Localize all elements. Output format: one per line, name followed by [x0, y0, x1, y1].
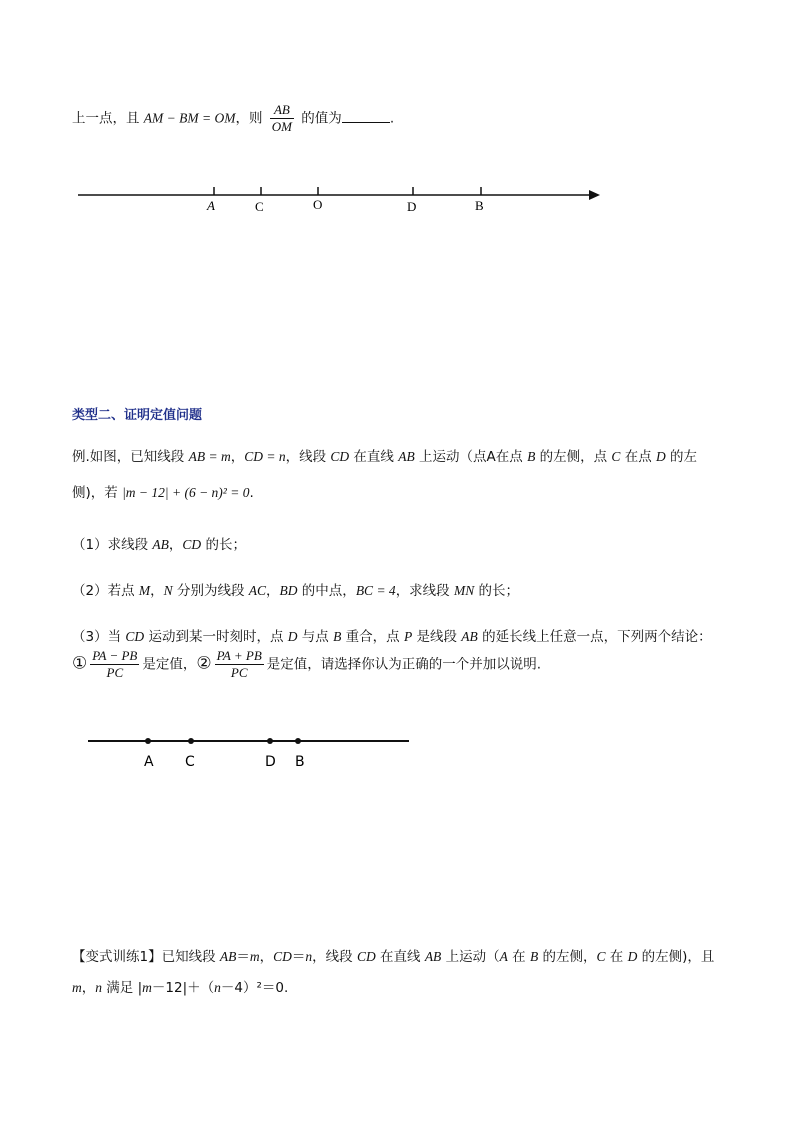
- fraction-ab-om: $\frac{AB}{OM}$: [271, 102, 293, 134]
- question-1: （1）求线段 AB，CD 的长；: [72, 537, 246, 553]
- point-label-a: A: [144, 754, 154, 770]
- example-line-1: 例.如图，已知线段 AB = m，CD = n，线段 CD 在直线 AB 上运动（点A在点 B 的左侧，点 C 在点 D 的左: [72, 449, 698, 465]
- section-heading: 类型二、证明定值问题: [72, 408, 203, 423]
- option-1-marker: ①: [72, 653, 88, 674]
- point-label-a: A: [207, 198, 215, 213]
- answer-blank: [342, 110, 390, 123]
- number-line-2: [84, 730, 414, 778]
- exercise-line-2: m，n 满足 |m－12|＋（n－4）²＝0.: [72, 980, 289, 996]
- condition-equation: |m − 12| + (6 − n)² = 0: [122, 485, 250, 500]
- question-3-options: ① $\frac{PA - PB}{PC}$ 是定值，② $\frac{PA + PB}{PC}$ 是定值，请选择你认为正确的一个并加以说明.: [72, 648, 542, 680]
- point-label-d: D: [407, 199, 417, 214]
- question-3: （3）当 CD 运动到某一时刻时，点 D 与点 B 重合，点 P 是线段 AB 的延长线上任意一点，下列两个结论：: [72, 629, 712, 645]
- point-label-b: B: [295, 754, 305, 770]
- intro-line: 上一点，且 AM − BM = OM，则 $\frac{AB}{OM}$ 的值为 .: [72, 102, 395, 134]
- exercise-line-1: 【变式训练1】已知线段 AB＝m，CD＝n，线段 CD 在直线 AB 上运动（A 在 B 的左侧，C 在 D 的左侧)，且: [72, 949, 715, 965]
- point-label-c: C: [185, 754, 195, 770]
- question-2: （2）若点 M，N 分别为线段 AC，BD 的中点，BC = 4，求线段 MN 的长；: [72, 583, 520, 599]
- equation: AM − BM = OM: [143, 110, 236, 126]
- point-label-d: D: [265, 754, 276, 770]
- point-label-b: B: [475, 198, 484, 213]
- fraction-option-1: $\frac{PA - PB}{PC}$: [92, 648, 138, 680]
- point-label-o: O: [313, 197, 323, 212]
- number-line-1: [70, 180, 610, 224]
- example-line-2: 侧)，若 |m − 12| + (6 − n)² = 0.: [72, 485, 254, 501]
- fraction-option-2: $\frac{PA + PB}{PC}$: [216, 648, 262, 680]
- point-label-c: C: [255, 199, 264, 214]
- option-2-marker: ②: [196, 653, 212, 674]
